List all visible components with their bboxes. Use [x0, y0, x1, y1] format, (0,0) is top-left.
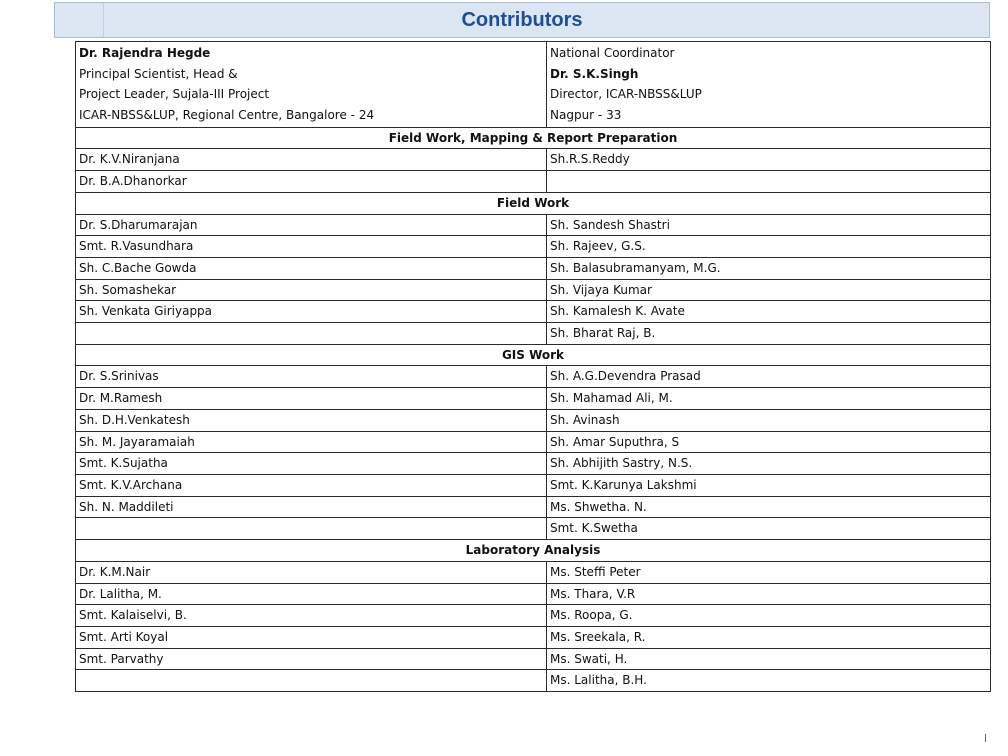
header-row [76, 42, 991, 128]
contributor-row [76, 214, 991, 236]
header-left-cell [76, 42, 547, 128]
contributor-row [76, 605, 991, 627]
contributor-row [76, 496, 991, 518]
contributor-left-cell [76, 670, 547, 692]
contributor-right-cell: Sh. Rajeev, G.S. [547, 236, 991, 258]
section-title: Field Work, Mapping & Report Preparation [76, 127, 991, 149]
contributor-left-cell: Sh. M. Jayaramaiah [76, 431, 547, 453]
coordinator-location: Nagpur - 33 [550, 108, 622, 123]
contributor-right-cell: Ms. Swati, H. [547, 648, 991, 670]
section-header-row [76, 540, 991, 562]
contributor-row [76, 279, 991, 301]
contributor-right-cell: Smt. K.Swetha [547, 518, 991, 540]
page-title: Contributors [461, 8, 583, 31]
contributor-row [76, 648, 991, 670]
contributor-left-cell: Dr. Lalitha, M. [76, 583, 547, 605]
section-header-row [76, 127, 991, 149]
contributor-right-cell: Sh. Kamalesh K. Avate [547, 301, 991, 323]
contributor-left-cell: Smt. K.Sujatha [76, 453, 547, 475]
contributor-row [76, 388, 991, 410]
contributor-right-cell: Sh. Vijaya Kumar [547, 279, 991, 301]
contributor-row [76, 670, 991, 692]
contributors-table [75, 41, 991, 692]
contributor-row [76, 366, 991, 388]
contributor-row [76, 236, 991, 258]
contributor-row [76, 257, 991, 279]
leader-project: Project Leader, Sujala-III Project [79, 87, 270, 102]
contributor-left-cell: Sh. N. Maddileti [76, 496, 547, 518]
contributor-row [76, 561, 991, 583]
contributor-row [76, 431, 991, 453]
contributor-left-cell: Sh. Somashekar [76, 279, 547, 301]
contributor-left-cell: Smt. R.Vasundhara [76, 236, 547, 258]
contributor-left-cell: Smt. Arti Koyal [76, 626, 547, 648]
contributor-right-cell: Ms. Lalitha, B.H. [547, 670, 991, 692]
contributor-right-cell: Sh. Balasubramanyam, M.G. [547, 257, 991, 279]
contributor-row [76, 453, 991, 475]
coordinator-designation: Director, ICAR-NBSS&LUP [550, 87, 702, 102]
header-right-cell [547, 42, 991, 128]
contributor-left-cell: Dr. K.V.Niranjana [76, 149, 547, 171]
contributor-row [76, 409, 991, 431]
contributor-right-cell: Sh.R.S.Reddy [547, 149, 991, 171]
contributor-row [76, 171, 991, 193]
contributor-left-cell [76, 323, 547, 345]
contributor-right-cell: Sh. Amar Suputhra, S [547, 431, 991, 453]
coordinator-role: National Coordinator [550, 46, 675, 60]
section-title: GIS Work [76, 344, 991, 366]
contributor-row [76, 475, 991, 497]
title-banner [54, 2, 990, 38]
contributor-row [76, 626, 991, 648]
leader-institute: ICAR-NBSS&LUP, Regional Centre, Bangalore - 24 [79, 108, 375, 123]
contributor-right-cell: Smt. K.Karunya Lakshmi [547, 475, 991, 497]
contributor-row [76, 583, 991, 605]
contributor-row [76, 323, 991, 345]
section-header-row [76, 192, 991, 214]
contributor-row [76, 301, 991, 323]
contributor-right-cell: Sh. Abhijith Sastry, N.S. [547, 453, 991, 475]
contributor-right-cell: Ms. Roopa, G. [547, 605, 991, 627]
contributor-right-cell: Sh. Bharat Raj, B. [547, 323, 991, 345]
leader-name: Dr. Rajendra Hegde [79, 46, 211, 60]
section-title: Field Work [76, 192, 991, 214]
contributor-right-cell: Ms. Sreekala, R. [547, 626, 991, 648]
contributor-left-cell: Smt. K.V.Archana [76, 475, 547, 497]
contributor-right-cell [547, 171, 991, 193]
contributor-left-cell: Smt. Kalaiselvi, B. [76, 605, 547, 627]
section-title: Laboratory Analysis [76, 540, 991, 562]
contributor-row [76, 149, 991, 171]
contributor-left-cell: Dr. S.Dharumarajan [76, 214, 547, 236]
contributor-left-cell: Sh. Venkata Giriyappa [76, 301, 547, 323]
contributor-left-cell: Smt. Parvathy [76, 648, 547, 670]
contributor-left-cell: Sh. C.Bache Gowda [76, 257, 547, 279]
contributor-right-cell: Ms. Thara, V.R [547, 583, 991, 605]
contributor-right-cell: Sh. A.G.Devendra Prasad [547, 366, 991, 388]
contributor-right-cell: Ms. Shwetha. N. [547, 496, 991, 518]
section-header-row [76, 344, 991, 366]
contributor-left-cell: Sh. D.H.Venkatesh [76, 409, 547, 431]
contributor-left-cell [76, 518, 547, 540]
contributor-left-cell: Dr. K.M.Nair [76, 561, 547, 583]
contributor-right-cell: Ms. Steffi Peter [547, 561, 991, 583]
contributor-left-cell: Dr. B.A.Dhanorkar [76, 171, 547, 193]
contributor-row [76, 518, 991, 540]
contributor-right-cell: Sh. Mahamad Ali, M. [547, 388, 991, 410]
coordinator-name: Dr. S.K.Singh [550, 66, 639, 81]
page-edge-mark [985, 734, 986, 742]
contributor-right-cell: Sh. Sandesh Shastri [547, 214, 991, 236]
leader-designation: Principal Scientist, Head & [79, 66, 238, 81]
contributor-left-cell: Dr. M.Ramesh [76, 388, 547, 410]
contributor-right-cell: Sh. Avinash [547, 409, 991, 431]
contributor-left-cell: Dr. S.Srinivas [76, 366, 547, 388]
